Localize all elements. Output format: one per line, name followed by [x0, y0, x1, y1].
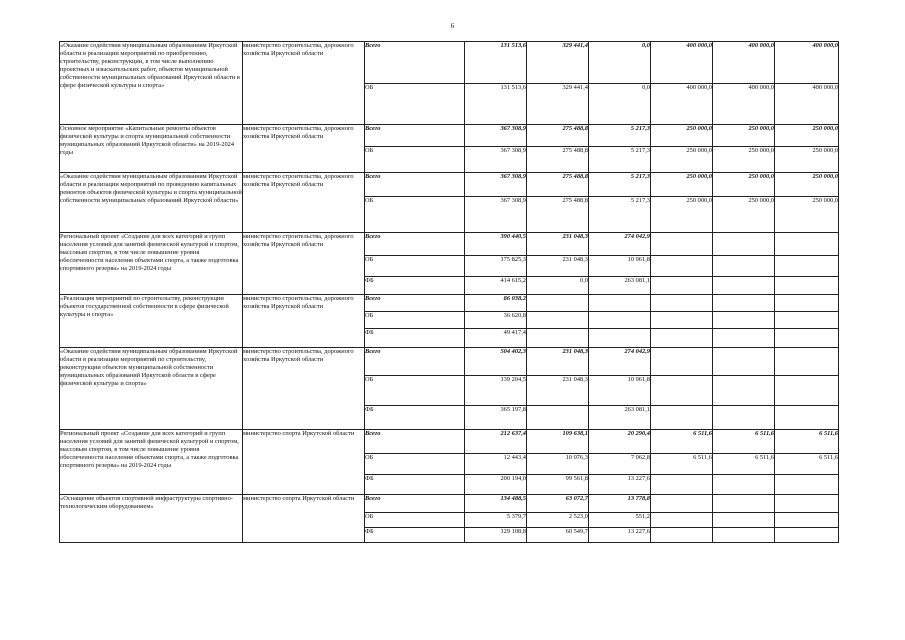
amount-cell: 131 513,6 — [465, 84, 527, 125]
amount-cell — [775, 312, 839, 329]
amount-cell: 86 038,2 — [465, 295, 527, 312]
amount-cell — [775, 233, 839, 256]
amount-cell: 400 000,0 — [651, 42, 713, 84]
amount-cell — [713, 277, 775, 295]
amount-cell: 250 000,0 — [775, 147, 839, 173]
amount-cell: 129 108,8 — [465, 528, 527, 543]
table-row — [60, 348, 839, 376]
amount-cell: 60 549,7 — [527, 528, 589, 543]
amount-cell: 6 511,6 — [775, 430, 839, 454]
amount-cell — [713, 376, 775, 406]
amount-cell — [589, 295, 651, 312]
amount-cell: 263 081,1 — [589, 406, 651, 430]
amount-cell — [651, 376, 713, 406]
amount-cell — [775, 406, 839, 430]
activity-description: Основное мероприятие «Капитальные ремонты объектов физической культуры и спорта муниципальной собственности муниципальных образований Иркутской области» на 2019-2024 годы — [60, 125, 243, 173]
amount-cell — [713, 475, 775, 495]
funding-source: Всего — [365, 233, 465, 256]
amount-cell: 10 961,8 — [589, 376, 651, 406]
page-number: 6 — [450, 22, 455, 30]
activity-description: Региональный проект «Создание для всех категорий и групп населения условий для занятий физической культурой и спортом, массовым спортом, в том числе повышение уровня обеспеченности населения объектами спорта, а также подготовка спортивного резерва» на 2019-2024 годы — [60, 233, 243, 295]
amount-cell: 400 000,0 — [775, 42, 839, 84]
amount-cell: 13 778,8 — [589, 495, 651, 513]
amount-cell — [775, 475, 839, 495]
amount-cell: 200 194,0 — [465, 475, 527, 495]
amount-cell: 250 000,0 — [775, 125, 839, 147]
amount-cell — [651, 277, 713, 295]
responsible-executor: министерство строительства, дорожного хозяйства Иркутской области — [243, 42, 365, 125]
amount-cell — [651, 475, 713, 495]
amount-cell: 250 000,0 — [713, 147, 775, 173]
amount-cell: 134 488,5 — [465, 495, 527, 513]
funding-source: ФБ — [365, 329, 465, 348]
amount-cell: 551,2 — [589, 513, 651, 528]
amount-cell: 231 048,3 — [527, 348, 589, 376]
amount-cell — [713, 329, 775, 348]
amount-cell: 109 638,1 — [527, 430, 589, 454]
funding-source: Всего — [365, 430, 465, 454]
activity-description: «Оказание содействия муниципальным образованиям Иркутской области в реализации мероприятий по приобретению, строительству, реконструкции, в том числе выполнению проектных и изыскательских работ, объектов муниципальной собственности муниципальных образований Иркутской области в сфере физической культуры и спорта» — [60, 42, 243, 125]
amount-cell: 5 217,3 — [589, 147, 651, 173]
amount-cell: 274 042,9 — [589, 233, 651, 256]
amount-cell: 329 441,4 — [527, 42, 589, 84]
amount-cell — [775, 495, 839, 513]
amount-cell: 250 000,0 — [775, 197, 839, 233]
funding-source: ОБ — [365, 147, 465, 173]
amount-cell — [713, 528, 775, 543]
funding-source: ОБ — [365, 256, 465, 277]
amount-cell — [589, 329, 651, 348]
amount-cell — [527, 406, 589, 430]
funding-source: ОБ — [365, 84, 465, 125]
amount-cell — [651, 256, 713, 277]
amount-cell — [775, 376, 839, 406]
amount-cell: 275 488,8 — [527, 125, 589, 147]
amount-cell: 250 000,0 — [775, 173, 839, 197]
activity-description: «Оказание содействия муниципальным образованиям Иркутской области в реализации мероприятий по строительству, реконструкции объектов муниципальной собственности муниципальных образований Иркутской области в сфере физической культуры и спорта» — [60, 348, 243, 430]
amount-cell: 49 417,4 — [465, 329, 527, 348]
amount-cell — [713, 233, 775, 256]
amount-cell — [651, 513, 713, 528]
amount-cell: 5 379,7 — [465, 513, 527, 528]
funding-source: ОБ — [365, 376, 465, 406]
amount-cell — [527, 295, 589, 312]
amount-cell — [713, 348, 775, 376]
amount-cell: 367 308,9 — [465, 147, 527, 173]
amount-cell: 63 072,7 — [527, 495, 589, 513]
responsible-executor: министерство строительства, дорожного хозяйства Иркутской области — [243, 348, 365, 430]
amount-cell: 0,0 — [589, 42, 651, 84]
funding-source: Всего — [365, 348, 465, 376]
table-row — [60, 430, 839, 454]
amount-cell — [651, 406, 713, 430]
amount-cell: 212 637,4 — [465, 430, 527, 454]
amount-cell — [775, 329, 839, 348]
amount-cell — [775, 277, 839, 295]
activity-description: «Реализация мероприятий по строительству, реконструкции объектов государственной собственности в сфере физической культуры и спорта» — [60, 295, 243, 348]
activity-description: «Оснащение объектов спортивной инфраструктуры спортивно-технологическим оборудованием» — [60, 495, 243, 543]
amount-cell: 20 290,4 — [589, 430, 651, 454]
amount-cell: 6 511,6 — [651, 430, 713, 454]
amount-cell: 6 511,6 — [775, 454, 839, 475]
amount-cell: 400 000,0 — [775, 84, 839, 125]
amount-cell — [713, 295, 775, 312]
funding-source: ФБ — [365, 406, 465, 430]
activity-description: Региональный проект «Создание для всех категорий и групп населения условий для занятий физической культурой и спортом, массовым спортом, в том числе повышение уровня обеспеченности населения объектами спорта, а также подготовка спортивного резерва» на 2019-2024 годы — [60, 430, 243, 495]
funding-source: Всего — [365, 495, 465, 513]
amount-cell: 10 961,8 — [589, 256, 651, 277]
amount-cell — [775, 513, 839, 528]
amount-cell: 400 000,0 — [713, 84, 775, 125]
amount-cell: 250 000,0 — [713, 173, 775, 197]
amount-cell: 275 488,8 — [527, 197, 589, 233]
amount-cell — [651, 295, 713, 312]
funding-source: ФБ — [365, 475, 465, 495]
amount-cell — [527, 312, 589, 329]
amount-cell: 504 402,3 — [465, 348, 527, 376]
funding-source: ОБ — [365, 454, 465, 475]
amount-cell — [651, 495, 713, 513]
budget-table — [59, 41, 839, 543]
amount-cell — [775, 528, 839, 543]
amount-cell: 274 042,9 — [589, 348, 651, 376]
amount-cell: 231 048,3 — [527, 233, 589, 256]
amount-cell — [713, 513, 775, 528]
activity-description: «Оказание содействия муниципальным образованиям Иркутской области в реализации мероприятий по проведению капитальных ремонтов объектов физической культуры и спорта муниципальной собственности муниципальных образований Иркутской области» — [60, 173, 243, 233]
responsible-executor: министерство спорта Иркутской области — [243, 495, 365, 543]
funding-source: ОБ — [365, 312, 465, 329]
amount-cell: 139 204,5 — [465, 376, 527, 406]
funding-source: Всего — [365, 42, 465, 84]
amount-cell: 250 000,0 — [713, 125, 775, 147]
funding-source: Всего — [365, 125, 465, 147]
responsible-executor: министерство строительства, дорожного хозяйства Иркутской области — [243, 295, 365, 348]
amount-cell — [651, 329, 713, 348]
amount-cell: 367 308,9 — [465, 173, 527, 197]
responsible-executor: министерство строительства, дорожного хозяйства Иркутской области — [243, 173, 365, 233]
amount-cell: 13 227,6 — [589, 475, 651, 495]
amount-cell — [651, 312, 713, 329]
funding-source: ФБ — [365, 528, 465, 543]
table-row — [60, 173, 839, 197]
table-row — [60, 42, 839, 84]
table-row — [60, 295, 839, 312]
amount-cell: 36 620,8 — [465, 312, 527, 329]
amount-cell — [651, 348, 713, 376]
amount-cell: 0,0 — [527, 277, 589, 295]
amount-cell: 390 440,5 — [465, 233, 527, 256]
amount-cell: 6 511,6 — [713, 454, 775, 475]
amount-cell — [713, 406, 775, 430]
amount-cell: 2 523,0 — [527, 513, 589, 528]
amount-cell: 329 441,4 — [527, 84, 589, 125]
amount-cell: 231 048,3 — [527, 256, 589, 277]
amount-cell — [589, 312, 651, 329]
responsible-executor: министерство строительства, дорожного хозяйства Иркутской области — [243, 233, 365, 295]
amount-cell — [651, 528, 713, 543]
table-row — [60, 495, 839, 513]
amount-cell — [527, 329, 589, 348]
amount-cell — [775, 256, 839, 277]
amount-cell: 250 000,0 — [651, 125, 713, 147]
amount-cell — [651, 233, 713, 256]
amount-cell: 250 000,0 — [713, 197, 775, 233]
amount-cell: 250 000,0 — [651, 147, 713, 173]
amount-cell: 7 062,8 — [589, 454, 651, 475]
amount-cell: 5 217,3 — [589, 197, 651, 233]
amount-cell: 367 308,9 — [465, 197, 527, 233]
amount-cell: 263 081,1 — [589, 277, 651, 295]
amount-cell: 10 076,3 — [527, 454, 589, 475]
amount-cell — [713, 256, 775, 277]
amount-cell: 0,0 — [589, 84, 651, 125]
amount-cell: 12 443,4 — [465, 454, 527, 475]
amount-cell — [713, 495, 775, 513]
responsible-executor: министерство спорта Иркутской области — [243, 430, 365, 495]
funding-source: ФБ — [365, 277, 465, 295]
funding-source: ОБ — [365, 197, 465, 233]
amount-cell — [775, 295, 839, 312]
table-row — [60, 125, 839, 147]
amount-cell: 5 217,3 — [589, 125, 651, 147]
amount-cell: 131 513,6 — [465, 42, 527, 84]
funding-source: Всего — [365, 173, 465, 197]
responsible-executor: министерство строительства, дорожного хозяйства Иркутской области — [243, 125, 365, 173]
amount-cell: 231 048,3 — [527, 376, 589, 406]
amount-cell: 250 000,0 — [651, 197, 713, 233]
amount-cell: 400 000,0 — [713, 42, 775, 84]
amount-cell: 5 217,3 — [589, 173, 651, 197]
amount-cell: 400 000,0 — [651, 84, 713, 125]
amount-cell: 175 825,3 — [465, 256, 527, 277]
amount-cell: 13 227,6 — [589, 528, 651, 543]
amount-cell — [713, 312, 775, 329]
funding-source: Всего — [365, 295, 465, 312]
amount-cell: 275 488,8 — [527, 147, 589, 173]
amount-cell: 6 511,6 — [713, 430, 775, 454]
amount-cell — [775, 348, 839, 376]
amount-cell: 99 561,8 — [527, 475, 589, 495]
amount-cell: 365 197,8 — [465, 406, 527, 430]
funding-source: ОБ — [365, 513, 465, 528]
table-row — [60, 233, 839, 256]
amount-cell: 367 308,9 — [465, 125, 527, 147]
amount-cell: 275 488,8 — [527, 173, 589, 197]
amount-cell: 6 511,6 — [651, 454, 713, 475]
amount-cell: 414 615,2 — [465, 277, 527, 295]
amount-cell: 250 000,0 — [651, 173, 713, 197]
